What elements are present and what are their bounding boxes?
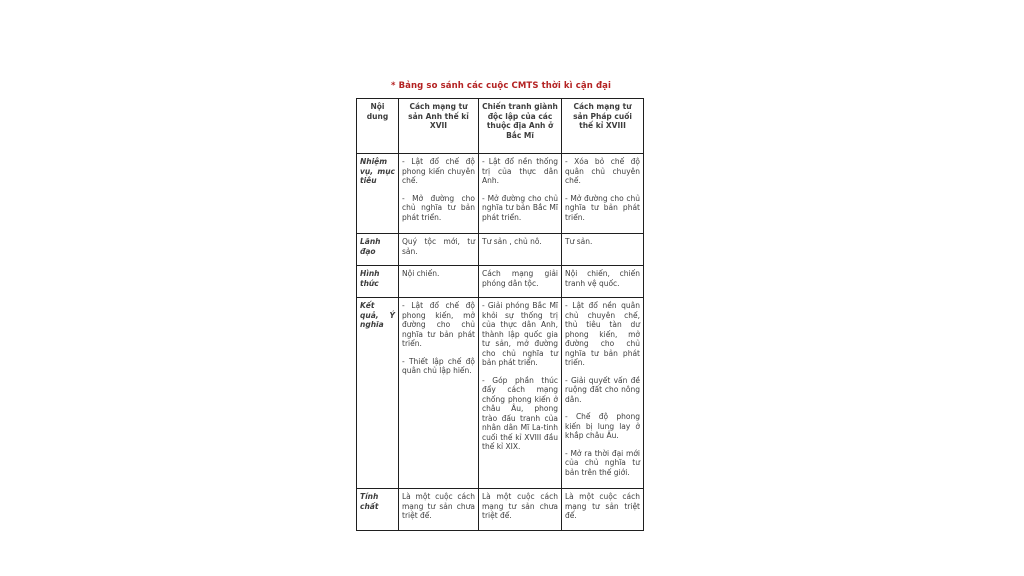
row-label-lanh-dao: Lãnh đạo (357, 234, 399, 266)
paragraph: - Giải quyết vấn đề ruộng đất cho nông dân. (565, 375, 640, 404)
paragraph: - Lật đổ chế độ phong kiến chuyên chế. (402, 157, 475, 185)
cell-nhiem-vu-phap (562, 154, 644, 234)
paragraph: - Lật đổ nền quân chủ chuyên chế, thủ tiêu tàn dư phong kiến, mở đường cho chủ nghĩa tư bản phát triển. (565, 301, 640, 367)
cell-tinh-chat-phap (562, 489, 644, 531)
table-title: * Bảng so sánh các cuộc CMTS thời kì cận đại (391, 81, 611, 91)
paragraph: - Mở đường cho chủ nghĩa tư bản phát triển. (565, 193, 640, 222)
paragraph: Tư sản. (565, 237, 593, 246)
paragraph: Là một cuộc cách mạng tư sản triệt để. (565, 492, 640, 520)
cell-lanh-dao-bacmi (479, 234, 562, 266)
paragraph: Nội chiến, chiến tranh vệ quốc. (565, 269, 640, 288)
paragraph: - Mở đường cho chủ nghĩa tư bản Bắc Mĩ phát triển. (482, 193, 558, 222)
cell-tinh-chat-anh (399, 489, 479, 531)
row-label-hinh-thuc: Hình thức (357, 266, 399, 298)
comparison-table (356, 98, 644, 531)
paragraph: Nội chiến. (402, 269, 440, 278)
paragraph: Tư sản , chủ nô. (482, 237, 542, 246)
paragraph: Là một cuộc cách mạng tư sản chưa triệt để. (482, 492, 558, 520)
paragraph: Quý tộc mới, tư sản. (402, 237, 475, 256)
cell-nhiem-vu-anh (399, 154, 479, 234)
cell-hinh-thuc-phap (562, 266, 644, 298)
table-row-lanh-dao (357, 234, 644, 266)
table-row-ket-qua (357, 298, 644, 489)
row-label-nhiem-vu: Nhiệm vụ, mục tiêu (357, 154, 399, 234)
table-row-hinh-thuc (357, 266, 644, 298)
header-cmts-anh: Cách mạng tư sản Anh thế kỉ XVII (399, 99, 479, 154)
cell-lanh-dao-anh (399, 234, 479, 266)
header-noi-dung: Nội dung (357, 99, 399, 154)
cell-lanh-dao-phap (562, 234, 644, 266)
paragraph: - Góp phần thúc đẩy cách mạng chống phong kiến ở châu Âu, phong trào đấu tranh của nhân dân Mĩ La-tinh cuối thế kỉ XVIII đầu thế kỉ XIX. (482, 375, 558, 451)
paragraph: - Xóa bỏ chế độ quân chủ chuyên chế. (565, 157, 640, 185)
row-label-ket-qua: Kết quả, Ý nghĩa (357, 298, 399, 489)
paragraph: - Chế độ phong kiến bị lung lay ở khắp châu Âu. (565, 412, 640, 440)
cell-tinh-chat-bacmi (479, 489, 562, 531)
paragraph: - Mở đường cho chủ nghĩa tư bản phát triển. (402, 193, 475, 222)
cell-ket-qua-anh (399, 298, 479, 489)
header-chien-tranh-bac-mi: Chiến tranh giành độc lập của các thuộc địa Anh ở Bắc Mĩ (479, 99, 562, 154)
paragraph: - Mở ra thời đại mới của chủ nghĩa tư bản trên thế giới. (565, 448, 640, 477)
table-row-tinh-chat (357, 489, 644, 531)
cell-ket-qua-phap (562, 298, 644, 489)
paragraph: - Lật đổ chế độ phong kiến, mở đường cho chủ nghĩa tư bản phát triển. (402, 301, 475, 348)
paragraph: - Thiết lập chế độ quân chủ lập hiến. (402, 356, 475, 375)
cell-hinh-thuc-anh (399, 266, 479, 298)
document-page (356, 81, 646, 531)
header-row (357, 99, 644, 154)
paragraph: Là một cuộc cách mạng tư sản chưa triệt để. (402, 492, 475, 520)
paragraph: - Lật đổ nền thống trị của thực dân Anh. (482, 157, 558, 185)
paragraph: Cách mạng giải phóng dân tộc. (482, 269, 558, 288)
cell-nhiem-vu-bacmi (479, 154, 562, 234)
row-label-tinh-chat: Tính chất (357, 489, 399, 531)
table-row-nhiem-vu (357, 154, 644, 234)
header-cmts-phap: Cách mạng tư sản Pháp cuối thế kỉ XVIII (562, 99, 644, 154)
cell-ket-qua-bacmi (479, 298, 562, 489)
cell-hinh-thuc-bacmi (479, 266, 562, 298)
paragraph: - Giải phóng Bắc Mĩ khỏi sự thống trị của thực dân Anh, thành lập quốc gia tư sản, mở đường cho chủ nghĩa tư bản phát triển. (482, 301, 558, 367)
